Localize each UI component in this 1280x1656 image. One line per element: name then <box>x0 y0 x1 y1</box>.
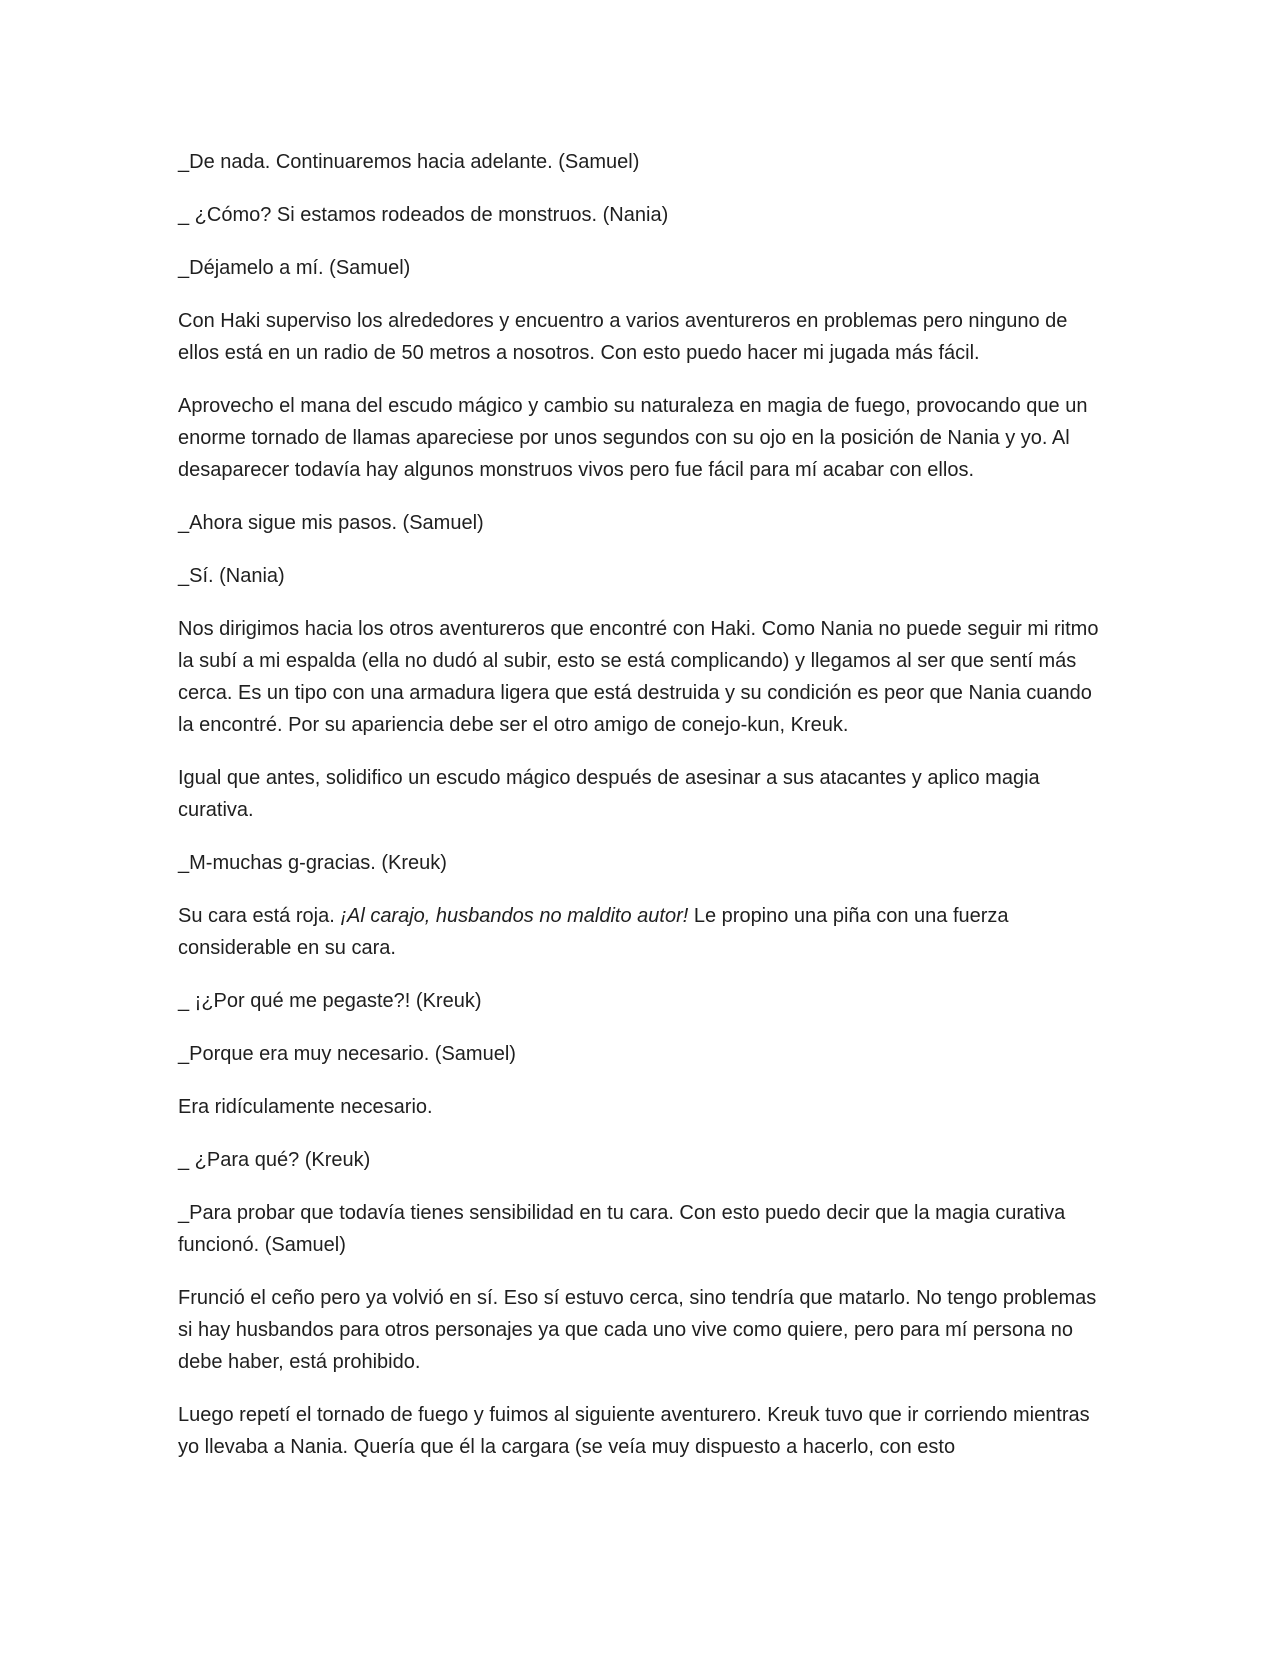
dialogue-line: _ ¿Cómo? Si estamos rodeados de monstruos. (Nania) <box>178 204 669 226</box>
document-body <box>178 146 1108 1484</box>
dialogue-line: _Porque era muy necesario. (Samuel) <box>178 1043 516 1065</box>
narration-paragraph: Con Haki superviso los alrededores y encuentro a varios aventureros en problemas pero ninguno de ellos está en un radio de 50 metros a nosotros. Con esto puedo hacer mi jugada más fácil. <box>178 310 1068 364</box>
narration-paragraph: Era ridículamente necesario. <box>178 1096 433 1118</box>
dialogue-line: _Ahora sigue mis pasos. (Samuel) <box>178 512 484 534</box>
dialogue-line: _ ¿Para qué? (Kreuk) <box>178 1149 371 1171</box>
narration-paragraph: Nos dirigimos hacia los otros aventureros que encontré con Haki. Como Nania no puede seguir mi ritmo la subí a mi espalda (ella no dudó al subir, esto se está complicando) y llegamos al ser que sentí más cerca. Es un tipo con una armadura ligera que está destruida y su condición es peor que Nania cuando la encontré. Por su apariencia debe ser el otro amigo de conejo-kun, Kreuk. <box>178 618 1099 736</box>
dialogue-line: _Déjamelo a mí. (Samuel) <box>178 257 411 279</box>
dialogue-line: _ ¡¿Por qué me pegaste?! (Kreuk) <box>178 990 482 1012</box>
narration-text: Su cara está roja. <box>178 905 341 927</box>
narration-paragraph: Igual que antes, solidifico un escudo mágico después de asesinar a sus atacantes y aplico magia curativa. <box>178 767 1040 821</box>
dialogue-line: _Para probar que todavía tienes sensibilidad en tu cara. Con esto puedo decir que la magia curativa funcionó. (Samuel) <box>178 1202 1066 1256</box>
narration-paragraph: Aprovecho el mana del escudo mágico y cambio su naturaleza en magia de fuego, provocando que un enorme tornado de llamas apareciese por unos segundos con su ojo en la posición de Nania y yo. Al desaparecer todavía hay algunos monstruos vivos pero fue fácil para mí acabar con ellos. <box>178 395 1088 481</box>
dialogue-line: _Sí. (Nania) <box>178 565 285 587</box>
dialogue-line: _M-muchas g-gracias. (Kreuk) <box>178 852 447 874</box>
dialogue-line: _De nada. Continuaremos hacia adelante. (Samuel) <box>178 151 640 173</box>
narration-paragraph: Luego repetí el tornado de fuego y fuimos al siguiente aventurero. Kreuk tuvo que ir corriendo mientras yo llevaba a Nania. Quería que él la cargara (se veía muy dispuesto a hacerlo, con esto <box>178 1404 1090 1458</box>
narration-paragraph-with-italic <box>178 900 1108 964</box>
italic-thought: ¡Al carajo, husbandos no maldito autor! <box>340 905 689 927</box>
narration-text: Le propino una piña con una fuerza considerable en su cara. <box>178 905 1009 959</box>
narration-paragraph: Frunció el ceño pero ya volvió en sí. Eso sí estuvo cerca, sino tendría que matarlo. No tengo problemas si hay husbandos para otros personajes ya que cada uno vive como quiere, pero para mí persona no debe haber, está prohibido. <box>178 1287 1097 1373</box>
